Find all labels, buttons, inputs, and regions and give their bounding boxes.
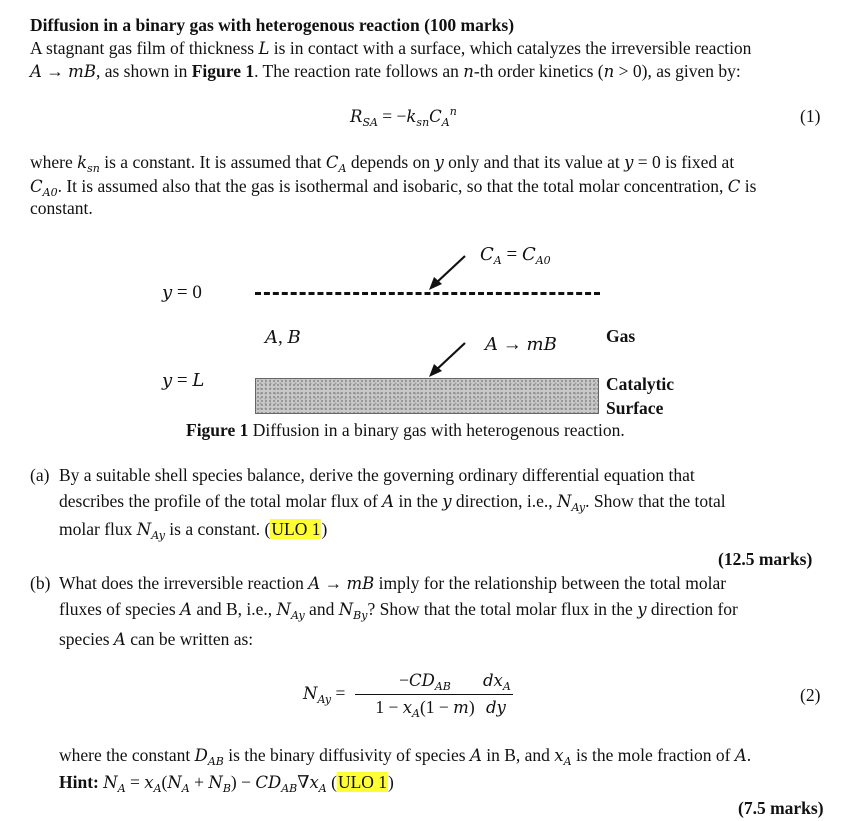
equation-2-fraction-bar [355, 694, 513, 695]
part-b-label: (b) [30, 573, 51, 593]
after-eq1-line-1: where $k_{sn}$ is a constant. It is assumed that $C_A$ depends on y only and that its value at y = 0 is fixed at [30, 152, 735, 175]
part-a-marks: (12.5 marks) [718, 549, 813, 569]
equation-2-number: (2) [800, 685, 821, 705]
equation-2-lhs: $N_{Ay}$ = [303, 683, 346, 706]
arrow-to-boundary-icon [425, 253, 470, 293]
problem-title: Diffusion in a binary gas with heterogenous reaction (100 marks) [30, 15, 515, 35]
part-a-ulo-highlight: ULO 1 [271, 519, 321, 539]
part-b-line-1: What does the irreversible reaction A → mB imply for the relationship between the total molar [59, 573, 727, 593]
figure-gas-label: Gas [606, 326, 636, 346]
equation-2-denominator: $1 - x_A(1 - m)$ [375, 697, 475, 720]
part-a-label: (a) [30, 465, 50, 485]
catalytic-surface [255, 378, 599, 414]
part-b-after-line: where the constant $D_{AB}$ is the binary diffusivity of species A in B, and $x_A$ is the mole fraction of A. [59, 745, 752, 768]
figure-reaction-label: A → mB [485, 334, 557, 355]
after-eq1-line-2: $C_{A0}$. It is assumed also that the gas is isothermal and isobaric, so that the total molar concentration, C is [30, 176, 757, 199]
after-eq1-line-3: constant. [30, 198, 93, 218]
figure-yL-label: y = L [162, 370, 205, 391]
part-b-marks: (7.5 marks) [738, 798, 824, 818]
figure-caption: Figure 1 Diffusion in a binary gas with heterogenous reaction. [186, 420, 625, 440]
figure-surface-label: Surface [606, 398, 664, 418]
part-a-line-1: By a suitable shell species balance, derive the governing ordinary differential equation that [59, 465, 695, 485]
intro-line-1: A stagnant gas film of thickness L is in contact with a surface, which catalyzes the irreversible reaction [30, 38, 752, 58]
equation-2-dy: dy [486, 698, 506, 717]
figure-catalytic-label: Catalytic [606, 374, 675, 394]
equation-2-numerator: $-CD_{AB}$ [399, 670, 451, 693]
arrow-to-surface-icon [425, 340, 470, 380]
equation-1-number: (1) [800, 106, 821, 126]
figure-species-label: A, B [265, 327, 301, 348]
part-a-line-3: molar flux $N_{Ay}$ is a constant. (ULO 1) [59, 519, 328, 542]
part-b-ulo-highlight: ULO 1 [337, 772, 388, 792]
gas-boundary-dashed-line [255, 292, 600, 295]
figure-reference: Figure 1 [191, 61, 255, 81]
figure-y0-label: y = 0 [162, 282, 202, 303]
part-b-line-3: species A can be written as: [59, 629, 254, 649]
part-a-line-2: describes the profile of the total molar flux of A in the y direction, i.e., $N_{Ay}$. Show that the total [59, 491, 726, 514]
part-b-hint: Hint: $N_A = x_A(N_A + N_B) - CD_{AB}\nabla x_A$ (ULO 1) [59, 772, 394, 795]
equation-1: $R_{SA} = -k_{sn}C_A^n$ [350, 105, 457, 129]
figure-ca-label: $C_A = C_{A0}$ [480, 244, 551, 267]
equation-2-dxa: $dx_A$ [483, 671, 511, 693]
intro-line-2: A → mB, as shown in Figure 1. The reaction rate follows an n-th order kinetics (n > 0), as given by: [30, 61, 741, 81]
part-b-line-2: fluxes of species A and B, i.e., $N_{Ay}$ and $N_{By}$? Show that the total molar flux in the y direction for [59, 599, 738, 622]
